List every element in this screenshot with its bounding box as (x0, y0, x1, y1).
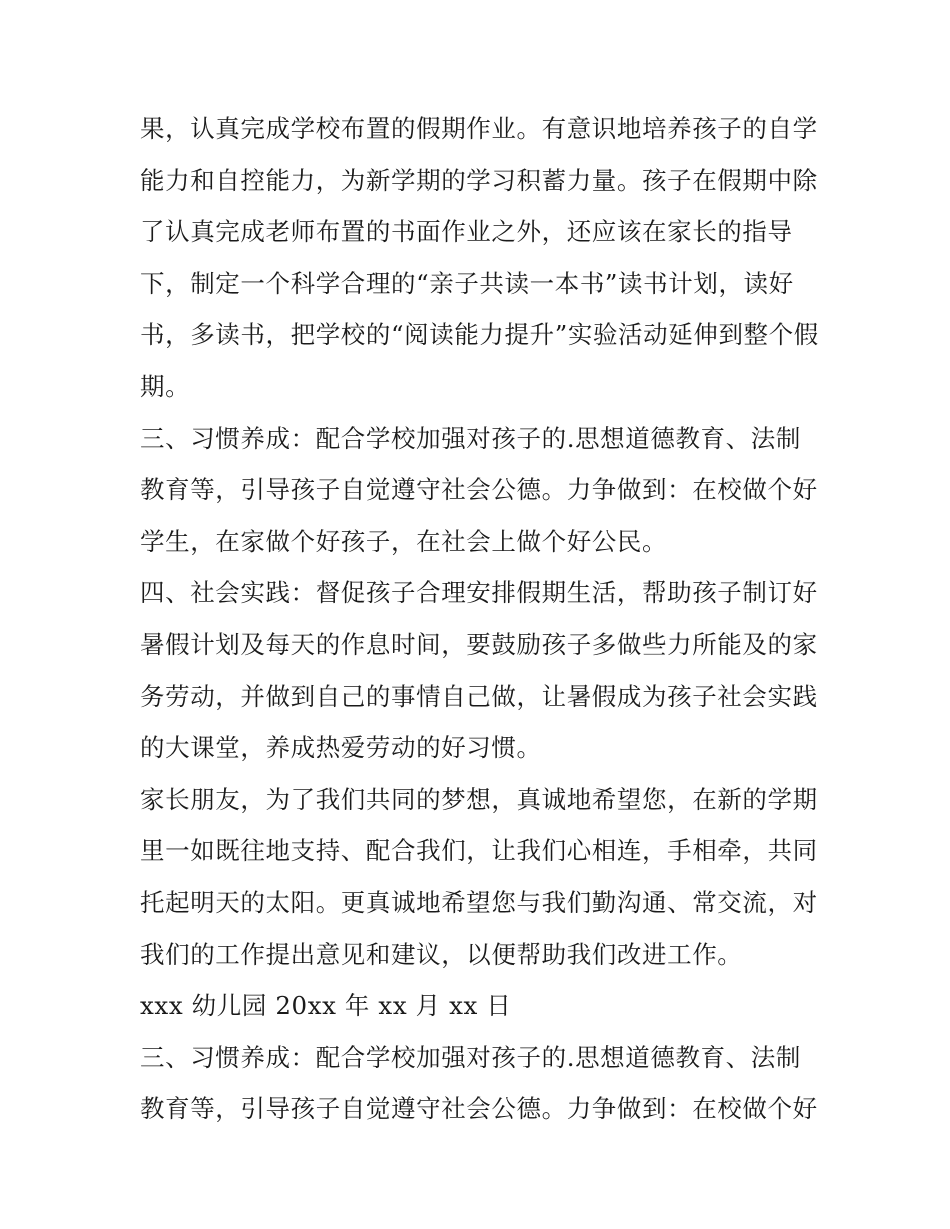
text-line: 家长朋友，为了我们共同的梦想，真诚地希望您，在新的学期 (140, 784, 818, 814)
text-line: 下，制定一个科学合理的“亲子共读一本书”读书计划，读好 (140, 268, 794, 298)
text-line: 三、习惯养成：配合学校加强对孩子的.思想道德教育、法制 (140, 423, 801, 453)
text-line: 务劳动，并做到自己的事情自己做，让暑假成为孩子社会实践 (140, 681, 818, 711)
text-line: 三、习惯养成：配合学校加强对孩子的.思想道德教育、法制 (140, 1042, 801, 1072)
document-body (140, 103, 819, 1135)
text-line: 四、社会实践：督促孩子合理安排假期生活，帮助孩子制订好 (140, 578, 818, 608)
text-line: 了认真完成老师布置的书面作业之外，还应该在家长的指导 (140, 217, 793, 247)
text-line: 暑假计划及每天的作息时间，要鼓励孩子多做些力所能及的家 (140, 629, 818, 659)
text-line: 托起明天的太阳。更真诚地希望您与我们勤沟通、常交流，对 (140, 887, 818, 917)
text-line: 的大课堂，养成热爱劳动的好习惯。 (140, 733, 542, 763)
text-line: 里一如既往地支持、配合我们，让我们心相连，手相牵，共同 (140, 836, 818, 866)
text-line: 书，多读书，把学校的“阅读能力提升”实验活动延伸到整个假 (140, 320, 819, 350)
text-line: 果，认真完成学校布置的假期作业。有意识地培养孩子的自学 (140, 114, 818, 143)
date-line: xxx 幼儿园 20xx 年 xx 月 xx 日 (140, 991, 512, 1021)
text-line: 学生，在家做个好孩子，在社会上做个好公民。 (140, 526, 668, 556)
text-line: 教育等，引导孩子自觉遵守社会公德。力争做到：在校做个好 (140, 475, 818, 505)
text-line: 我们的工作提出意见和建议，以便帮助我们改进工作。 (140, 939, 743, 969)
text-line: 教育等，引导孩子自觉遵守社会公德。力争做到：在校做个好 (140, 1094, 818, 1124)
text-line: 期。 (140, 371, 191, 401)
text-line: 能力和自控能力，为新学期的学习积蓄力量。孩子在假期中除 (140, 165, 818, 195)
